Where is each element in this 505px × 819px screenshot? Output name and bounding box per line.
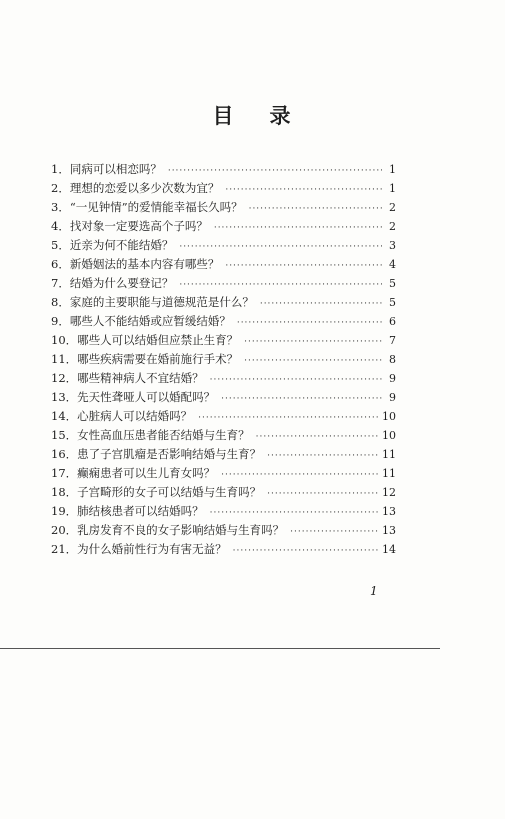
toc-entry[interactable] [51, 217, 396, 236]
dot-leader [225, 259, 382, 274]
toc-entry-title: 13．先天性聋哑人可以婚配吗？ [51, 390, 216, 404]
toc-entry[interactable] [51, 502, 396, 521]
title-char-2: 录 [269, 103, 293, 128]
dot-leader [225, 183, 382, 198]
toc-entry[interactable] [51, 445, 396, 464]
dot-leader [244, 335, 382, 350]
dot-leader [168, 164, 382, 179]
toc-entry-title: 2．理想的恋爱以多少次数为宜？ [51, 181, 220, 195]
dot-leader [267, 449, 378, 464]
toc-entry-title: 4．找对象一定要选高个子吗？ [51, 219, 208, 233]
toc-entry-page: 3 [389, 239, 396, 252]
toc-entry[interactable] [51, 426, 396, 445]
dot-leader [290, 525, 378, 540]
dot-leader [214, 221, 382, 236]
dot-leader [179, 240, 382, 255]
table-of-contents [51, 160, 396, 559]
toc-entry-title: 15．女性高血压患者能否结婚与生育？ [51, 428, 250, 442]
toc-entry-title: 19．肺结核患者可以结婚吗？ [51, 504, 204, 518]
toc-entry-title: 8．家庭的主要职能与道德规范是什么？ [51, 295, 254, 309]
toc-entry-page: 2 [389, 201, 396, 214]
toc-entry-title: 1．同病可以相恋吗？ [51, 162, 162, 176]
toc-entry[interactable] [51, 274, 396, 293]
page-number: 1 [370, 584, 378, 598]
toc-entry[interactable] [51, 521, 396, 540]
toc-entry-title: 12．哪些精神病人不宜结婚？ [51, 371, 204, 385]
toc-entry[interactable] [51, 369, 396, 388]
toc-entry-title: 11．哪些疾病需要在婚前施行手术？ [51, 352, 239, 366]
toc-entry[interactable] [51, 483, 396, 502]
toc-entry-title: 7．结婚为什么要登记？ [51, 276, 174, 290]
dot-leader [221, 468, 378, 483]
toc-entry[interactable] [51, 293, 396, 312]
dot-leader [260, 297, 382, 312]
toc-entry-page: 4 [389, 258, 396, 271]
dot-leader [198, 411, 378, 426]
toc-entry-page: 10 [382, 410, 396, 423]
toc-entry-title: 20．乳房发育不良的女子影响结婚与生育吗？ [51, 523, 285, 537]
toc-entry[interactable] [51, 198, 396, 217]
dot-leader [233, 544, 378, 559]
toc-entry-page: 9 [389, 372, 396, 385]
toc-entry-title: 10．哪些人可以结婚但应禁止生育？ [51, 333, 239, 347]
toc-entry[interactable] [51, 236, 396, 255]
dot-leader [179, 278, 382, 293]
page-edge-line [0, 648, 440, 649]
dot-leader [210, 373, 382, 388]
toc-entry-page: 5 [389, 296, 396, 309]
toc-entry-title: 5．近亲为何不能结婚？ [51, 238, 174, 252]
toc-entry-title: 3．“一见钟情”的爱情能幸福长久吗？ [51, 200, 243, 214]
toc-entry-page: 12 [382, 486, 396, 499]
toc-entry-page: 11 [382, 467, 396, 480]
toc-entry-page: 6 [389, 315, 396, 328]
dot-leader [267, 487, 378, 502]
page-title [0, 100, 505, 130]
dot-leader [221, 392, 382, 407]
toc-entry-page: 9 [389, 391, 396, 404]
dot-leader [237, 316, 382, 331]
toc-entry-page: 13 [382, 505, 396, 518]
toc-entry[interactable] [51, 312, 396, 331]
toc-entry-title: 16．患了子宫肌瘤是否影响结婚与生育？ [51, 447, 262, 461]
toc-entry-page: 8 [389, 353, 396, 366]
title-char-1: 目 [212, 103, 236, 128]
dot-leader [210, 506, 378, 521]
toc-entry-title: 6．新婚姻法的基本内容有哪些？ [51, 257, 220, 271]
toc-entry[interactable] [51, 407, 396, 426]
toc-entry[interactable] [51, 331, 396, 350]
toc-entry-page: 7 [389, 334, 396, 347]
toc-entry-title: 9．哪些人不能结婚或应暂缓结婚？ [51, 314, 231, 328]
toc-entry[interactable] [51, 464, 396, 483]
toc-entry-page: 1 [389, 163, 396, 176]
toc-entry-page: 11 [382, 448, 396, 461]
toc-entry[interactable] [51, 388, 396, 407]
dot-leader [244, 354, 382, 369]
toc-entry-page: 14 [382, 543, 396, 556]
toc-entry-title: 14．心脏病人可以结婚吗？ [51, 409, 193, 423]
toc-entry-page: 1 [389, 182, 396, 195]
toc-entry[interactable] [51, 179, 396, 198]
dot-leader [249, 202, 382, 217]
toc-entry-page: 5 [389, 277, 396, 290]
toc-entry-page: 13 [382, 524, 396, 537]
toc-entry-page: 10 [382, 429, 396, 442]
toc-entry-title: 18．子宫畸形的女子可以结婚与生育吗？ [51, 485, 262, 499]
toc-entry[interactable] [51, 160, 396, 179]
toc-entry[interactable] [51, 255, 396, 274]
toc-entry-title: 17．癫痫患者可以生儿育女吗？ [51, 466, 216, 480]
toc-entry-title: 21．为什么婚前性行为有害无益？ [51, 542, 227, 556]
toc-entry[interactable] [51, 350, 396, 369]
dot-leader [256, 430, 378, 445]
toc-entry[interactable] [51, 540, 396, 559]
toc-entry-page: 2 [389, 220, 396, 233]
